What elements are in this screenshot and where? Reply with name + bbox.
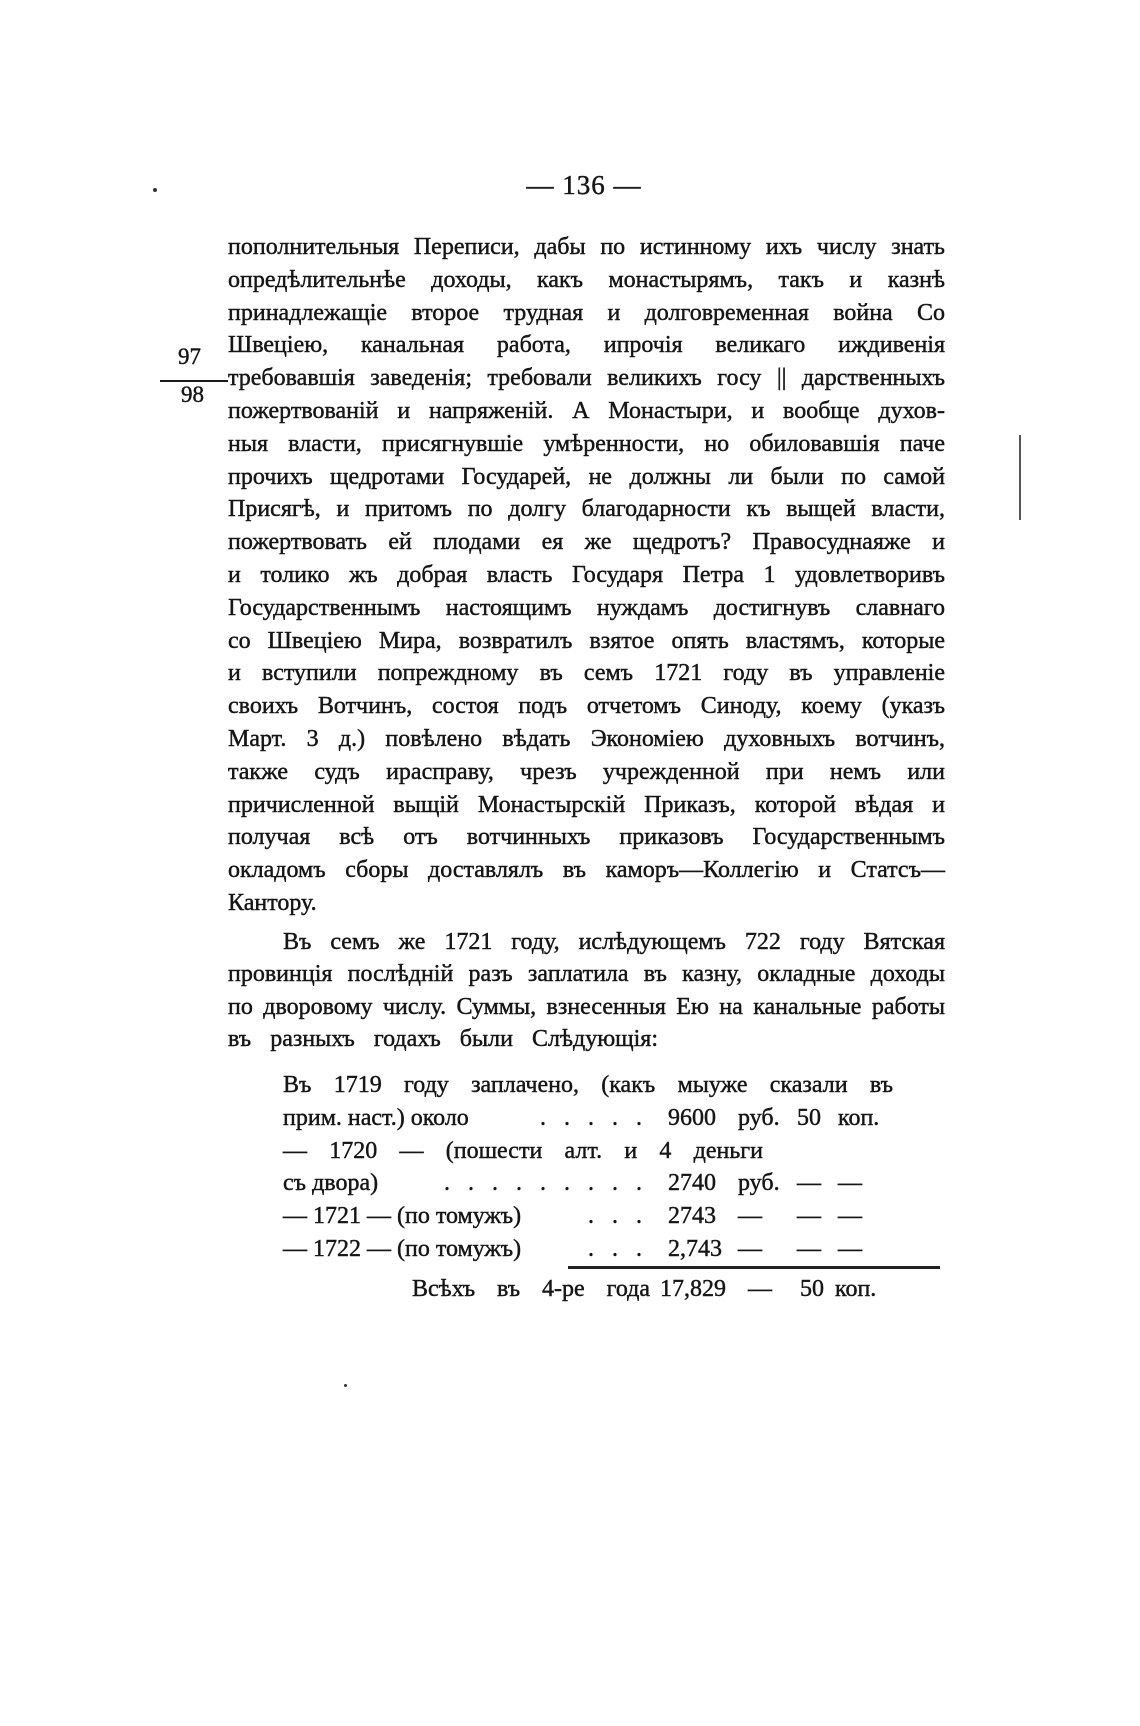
table-row xyxy=(283,1135,893,1168)
row-text: Въ 1719 году заплачено, (какъ мыуже сказали въ xyxy=(283,1072,893,1098)
amount: 2743 xyxy=(668,1203,716,1230)
rubles-unit: — xyxy=(748,1276,772,1302)
row-label: — 1721 — (по томужъ) xyxy=(283,1203,522,1230)
text-line: пожертвованій и напряженій. А Монастыри, и вообще духов- xyxy=(228,397,945,424)
kopeks-amount: 50 xyxy=(800,1276,824,1302)
scan-speck xyxy=(344,1384,347,1387)
text-line: Кантору. xyxy=(228,889,317,916)
text-line: Швеціею, канальная работа, ипрочія великаго иждивенія xyxy=(228,332,945,359)
table-row xyxy=(283,1167,893,1200)
kopeks-unit: коп. xyxy=(835,1276,877,1302)
text-line: окладомъ сборы доставлялъ въ каморъ—Коллегію и Статсъ— xyxy=(228,857,945,884)
text-line: въ разныхъ годахъ были Слѣдующія: xyxy=(228,1026,658,1053)
row-label-group xyxy=(283,1167,648,1200)
text-line: Присягѣ, и притомъ по долгу благодарности къ выщей власти, xyxy=(228,496,945,523)
text-line: пожертвовать ей плодами ея же щедротъ? Правосуднаяже и xyxy=(228,529,945,556)
kopeks-amount: — xyxy=(797,1235,821,1262)
text-line: Въ семъ же 1721 году, ислѣдующемъ 722 году Вятская xyxy=(283,929,945,955)
amount: 2,743 xyxy=(668,1235,722,1262)
text-line: со Швеціею Мира, возвратилъ взятое опять властямъ, которые xyxy=(228,627,945,654)
kopeks-amount: 50 xyxy=(797,1104,821,1131)
text-line: ныя власти, присягнувшіе умѣренности, но обиловавшія паче xyxy=(228,430,945,457)
table-row xyxy=(283,1102,893,1135)
kopeks-unit: — xyxy=(838,1203,862,1230)
margin-note-bottom: 98 xyxy=(181,382,204,407)
paragraph xyxy=(228,926,945,1056)
text-line: требовавшія заведенія; требовали великихъ госу || дарственныхъ xyxy=(228,365,945,392)
row-label: съ двора) xyxy=(283,1170,379,1197)
kopeks-amount: — xyxy=(797,1170,821,1197)
page-number: — 136 — xyxy=(526,170,642,200)
total-amount: 17,829 xyxy=(660,1276,726,1302)
kopeks-unit: — xyxy=(838,1170,862,1197)
rubles-unit: — xyxy=(738,1203,762,1230)
scan-speck xyxy=(153,188,157,192)
text-line: Государственнымъ настоящимъ нуждамъ достигнувъ славнаго xyxy=(228,594,945,621)
kopeks-unit: — xyxy=(838,1235,862,1262)
text-line: причисленной выщій Монастырскій Приказъ, которой вѣдая и xyxy=(228,791,945,818)
text-line: провинція послѣдній разъ заплатила въ казну, окладные доходы xyxy=(228,961,945,988)
row-label-group xyxy=(283,1102,648,1135)
row-label: прим. наст.) около xyxy=(283,1104,469,1131)
text-line: и вступили попреждному въ семъ 1721 году въ управленіе xyxy=(228,660,945,687)
row-text: — 1720 — (пошести алт. и 4 деньги xyxy=(283,1137,763,1164)
row-label-group xyxy=(283,1200,648,1233)
table-row xyxy=(283,1200,893,1233)
table-row xyxy=(283,1233,893,1266)
amount: 9600 xyxy=(668,1104,716,1131)
text-line: прочихъ щедротами Государей, не должны ли были по самой xyxy=(228,463,945,490)
amount: 2740 xyxy=(668,1170,716,1197)
leader-dots: . . . xyxy=(588,1203,648,1230)
table-row xyxy=(283,1069,893,1102)
text-line: также судъ ирасправу, чрезъ учрежденной при немъ или xyxy=(228,758,945,785)
leader-dots: . . . xyxy=(588,1235,648,1262)
rubles-unit: руб. xyxy=(738,1170,780,1197)
text-line: Март. 3 д.) повѣлено вѣдать Экономіею духовныхъ вотчинъ, xyxy=(228,725,945,752)
scan-edge-mark xyxy=(1019,435,1021,520)
rubles-unit: — xyxy=(738,1235,762,1262)
text-line: пополнительныя Переписи, дабы по истинному ихъ числу знать xyxy=(228,234,945,260)
sum-rule xyxy=(568,1266,940,1269)
text-line: своихъ Вотчинъ, состоя подъ отчетомъ Синоду, коему (указъ xyxy=(228,693,945,720)
kopeks-unit: коп. xyxy=(838,1104,880,1131)
text-line: по дворовому числу. Суммы, взнесенныя Ею на канальные работы xyxy=(228,993,945,1020)
text-line: опредѣлительнѣе доходы, какъ монастырямъ, такъ и казнѣ xyxy=(228,266,945,293)
paragraph xyxy=(228,231,945,920)
kopeks-amount: — xyxy=(797,1203,821,1230)
leader-dots: . . . . . xyxy=(540,1104,648,1131)
row-label: — 1722 — (по томужъ) xyxy=(283,1235,522,1262)
row-label-group xyxy=(283,1233,648,1266)
text-line: и толико жъ добрая власть Государя Петра 1 удовлетворивъ xyxy=(228,561,945,588)
leader-dots: . . . . . . . . . xyxy=(444,1170,648,1197)
margin-note-top: 97 xyxy=(178,344,201,369)
total-label: Всѣхъ въ 4-ре года xyxy=(412,1276,650,1302)
text-line: получая всѣ отъ вотчинныхъ приказовъ Государственнымъ xyxy=(228,824,945,851)
rubles-unit: руб. xyxy=(738,1104,780,1131)
payment-table xyxy=(283,1069,893,1266)
text-line: принадлежащіе второе трудная и долговременная война Со xyxy=(228,299,945,326)
total-row xyxy=(283,1273,893,1306)
